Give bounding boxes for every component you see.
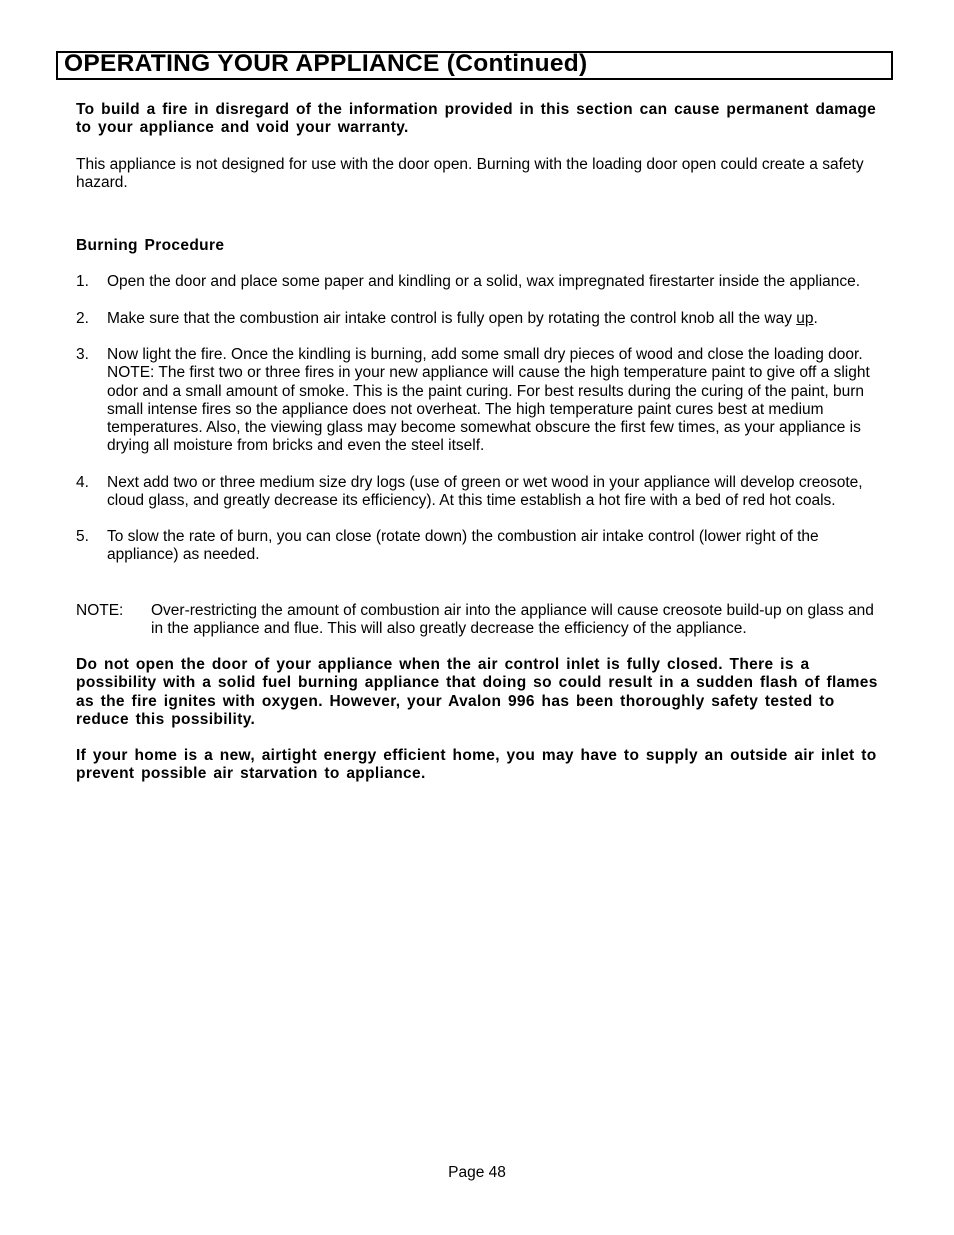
step-text: Now light the fire. Once the kindling is burning, add some small dry pieces of wood and close the loading door. NOTE: The first two or three fires in your new appliance will cause the high temperature paint to give off a slight odor and a small amount of smoke. This is the paint curing. For best results during the curing of the paint, burn small intense fires so the appliance does not overheat. The high temperature paint cures best at medium temperatures. Also, the viewing glass may become somewhat obscure the first few times, as your appliance is drying all moisture from bricks and even the steel itself. [107, 346, 870, 455]
step-text: To slow the rate of burn, you can close (rotate down) the combustion air intake control (lower right of the appliance) as needed. [107, 528, 819, 564]
step-item [76, 528, 882, 564]
section-heading: Burning Procedure [76, 237, 225, 254]
step-item [76, 474, 882, 510]
page-title-box [56, 51, 893, 80]
step-item [76, 273, 882, 291]
step-text: Open the door and place some paper and kindling or a solid, wax impregnated firestarter inside the appliance. [107, 273, 861, 291]
step-text: Next add two or three medium size dry logs (use of green or wet wood in your appliance will develop creosote, cloud glass, and greatly decrease its efficiency). At this time establish a hot fire with a bed of red hot coals. [107, 473, 863, 509]
page-title: OPERATING YOUR APPLIANCE (Continued) [64, 50, 588, 77]
door-notice: This appliance is not designed for use with the door open. Burning with the loading door open could create a safety hazard. [76, 155, 864, 191]
step-underlined-word: up [796, 309, 814, 327]
warning-intro: To build a fire in disregard of the information provided in this section can cause permanent damage to your appliance and void your warranty. [76, 101, 877, 137]
step-suffix: . [813, 309, 818, 327]
warning-door: Do not open the door of your appliance when the air control inlet is fully closed. There is a possibility with a solid fuel burning appliance that doing so could result in a sudden flash of flames as the fire ignites with oxygen. However, your Avalon 996 has been thoroughly safety tested to reduce this possibility. [76, 656, 878, 728]
note-block [76, 602, 882, 638]
step-text-container [107, 310, 882, 328]
step-item [76, 310, 882, 328]
page-number: Page 48 [448, 1164, 506, 1181]
step-text: Make sure that the combustion air intake control is fully open by rotating the control knob all the way [107, 309, 797, 327]
procedure-steps [76, 273, 882, 564]
main-content [76, 101, 882, 784]
note-label: NOTE: [76, 601, 124, 619]
step-number: 5. [76, 528, 89, 546]
step-number: 2. [76, 309, 89, 327]
step-item [76, 346, 882, 455]
step-number: 1. [76, 273, 89, 291]
step-number: 4. [76, 473, 89, 491]
step-number: 3. [76, 346, 89, 364]
note-text: Over-restricting the amount of combustion air into the appliance will cause creosote build-up on glass and in the appliance and flue. This will also greatly decrease the efficiency of the appliance. [151, 601, 874, 637]
warning-airtight: If your home is a new, airtight energy efficient home, you may have to supply an outside air inlet to prevent possible air starvation to appliance. [76, 747, 877, 783]
